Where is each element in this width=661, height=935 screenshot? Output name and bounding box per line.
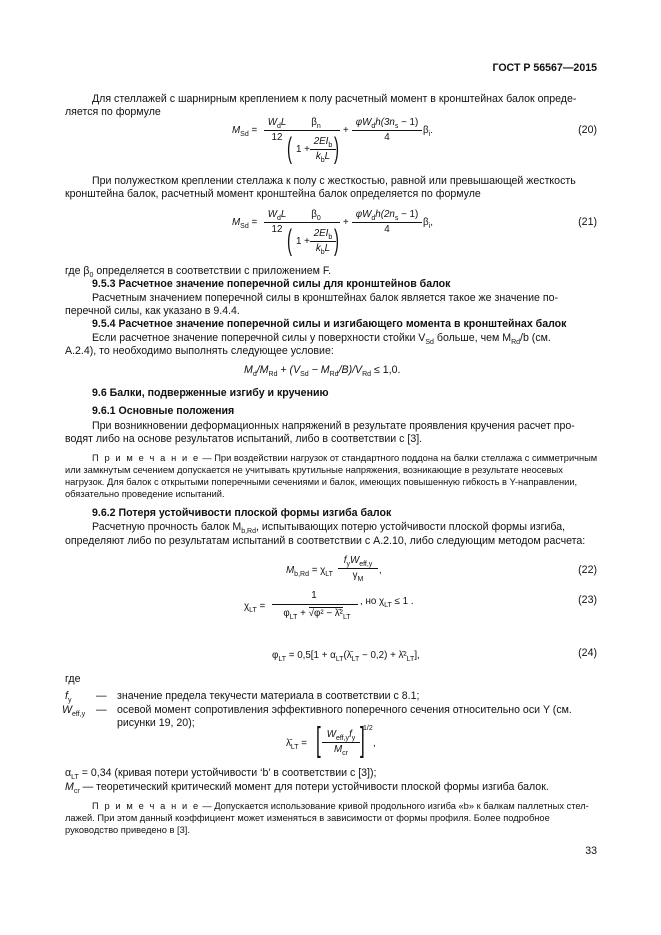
- equation-number: (24): [578, 647, 597, 659]
- where-beta0: где $\beta_0$ определяется в соответствии с приложением F.: [65, 265, 332, 280]
- doc-id: ГОСТ Р 56567—2015: [492, 62, 597, 74]
- section-title-9-5-4: 9.5.4 Расчетное значение поперечной силы и изгибающего момента в кронштейнах балок: [92, 318, 567, 330]
- paragraph-line: А.2.4), то необходимо выполнять следующее условие:: [65, 345, 334, 357]
- section-title-9-6: 9.6 Балки, подверженные изгибу и кручению: [92, 387, 329, 399]
- equation-number: (23): [578, 594, 597, 606]
- paragraph-line: Для стеллажей с шарнирным креплением к полу расчетный момент в кронштейнах балок опреде-: [92, 93, 577, 105]
- paragraph-line: Расчетным значением поперечной силы в кронштейнах балок является такое же значение по-: [92, 292, 559, 304]
- paragraph-line: кронштейна балок, расчетный момент кронштейна балок определяется по формуле: [65, 188, 481, 200]
- alpha-line: $\alpha_{LT} = 0,34$ (кривая потери устойчивости ‘b’ в соответствии с [3]);: [65, 767, 377, 782]
- section-title-9-6-1: 9.6.1 Основные положения: [92, 405, 235, 417]
- paragraph-line: Если расчетное значение поперечной силы у поверхности стойки $V_{Sd}$ больше, чем $M_{Rd}/b$ (см.: [92, 332, 551, 347]
- condition-formula: $M_d/M_{Rd} + (V_{Sd} - M_{Rd}/B)/V_{Rd} \le 1,0$.: [244, 364, 401, 379]
- mcr-line: $M_{cr}$ — теоретический критический момент для потери устойчивости плоской формы изгиба балок.: [65, 781, 549, 796]
- page-number: 33: [585, 845, 597, 857]
- paragraph-line: водят либо на основе результатов испытаний, либо в соответствии с [3].: [65, 433, 423, 445]
- paragraph-line: ляется по формуле: [65, 106, 161, 118]
- section-title-9-6-2: 9.6.2 Потеря устойчивости плоской формы изгиба балок: [92, 507, 392, 519]
- paragraph-line: определяют либо по результатам испытаний в соответствии с А.2.10, либо следующим методом расчета:: [65, 535, 586, 547]
- where-label: где: [65, 673, 81, 685]
- paragraph-line: При возникновении деформационных напряжений в результате проявления кручения расчет про-: [92, 420, 575, 432]
- paragraph-line: Расчетную прочность балок $M_{b,Rd}$, испытывающих потерю устойчивости плоской формы изгиба,: [92, 521, 566, 536]
- equation-number: (22): [578, 564, 597, 576]
- equation-number: (21): [578, 216, 597, 228]
- equation-number: (20): [578, 124, 597, 136]
- paragraph-line: При полужестком креплении стеллажа к полу с жесткостью, равной или превышающей жесткость: [92, 175, 576, 187]
- paragraph-line: перечной силы, как указано в 9.4.4.: [65, 305, 240, 317]
- section-title-9-5-3: 9.5.3 Расчетное значение поперечной силы для кронштейнов балок: [92, 278, 451, 290]
